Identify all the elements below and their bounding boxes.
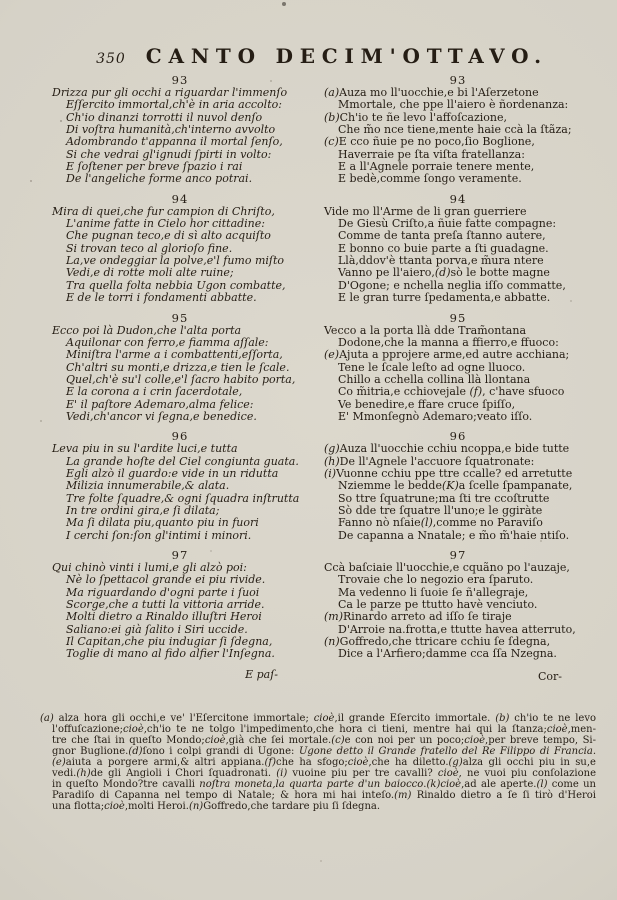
verse-line: De capanna a Nnatale; e m̃o m̃'haie ntiſo. [338, 528, 570, 542]
verse-line: Di voſtra humanità,ch'interno avvolto [66, 123, 276, 137]
verse-line: Egli alzò il guardo:e vide in un ridutta [66, 466, 279, 480]
verse-line: E' Mmonſegnò Ademaro;veato iſſo. [338, 409, 533, 423]
footnote-line: tre che ſtai in queſto Mondo;cioè,già che ſei mortale.(c)e con noi per un poco;cioè,per breve tempo, Si- [52, 734, 596, 746]
verse-line: Ch'io dinanzi torrotti il nuvol denſo [66, 110, 263, 124]
verse-line: Ecco poi là Dudon,che l'alta porta [52, 323, 242, 337]
stanza [52, 74, 308, 186]
page-title: CANTO DECIM'OTTAVO. [145, 44, 548, 68]
verse-line: E le gran turre ſpedamenta,e abbatte. [338, 291, 551, 305]
stanza-number: 95 [449, 310, 467, 325]
text-columns [52, 74, 592, 683]
verse-line: I cerchi ſon:ſon gl'intimi i minori. [66, 528, 252, 542]
verse-line: Milizia innumerabile,& alata. [66, 479, 230, 493]
stanza-number: 93 [449, 73, 467, 87]
stanza-number: 93 [171, 73, 189, 87]
right-column-neapolitan [324, 74, 592, 683]
verse-line: Ma ſi dilata piu,quanto piu in fuori [66, 516, 259, 530]
verse-line: Trovaie che lo negozio era ſparuto. [338, 573, 534, 587]
footnote-line: gnor Buglione.(d)ſono i colpi grandi di Ugone: Ugone detto il Grande fratello del Re Filippo di Francia. [52, 745, 597, 757]
stanza-number: 97 [449, 548, 467, 562]
verse-line: Tra quella folta nebbia Ugon combatte, [66, 278, 286, 292]
verse-line: (c)E cco ñuie pe no poco,ſio Boglione, [324, 135, 535, 149]
verse-line: (m)Rinardo arreto ad iſſo ſe tiraje [324, 610, 512, 624]
footnote-line: vedi.(h)de gli Angioli i Chori ſquadronati. (i) vuoine piu per tre cavalli? cioè, ne vuoi piu conſolazione [52, 767, 597, 779]
verse-line: (h)De ll'Agnele l'accuore ſquatronate: [324, 454, 535, 468]
catchword-right: Cor- [537, 669, 562, 683]
verse-line: E bedè,comme ſongo veramente. [338, 172, 522, 186]
verse-line: (i)Vuonne cchiu ppe ttre ccalle? ed arretutte [324, 466, 573, 480]
verse-line: Il Capitan,che piu indugiar ſi ſdegna, [66, 635, 273, 649]
verse-line: Mmortale, che ppe ll'aiero è ñordenanza: [338, 98, 569, 112]
stanza-number: 97 [171, 548, 189, 562]
footnote-line: (e)aiuta a porgere armi,& altri appiana.(f)che ha sfogo;cioè,che ha diletto.(g)alza gli occhi piu in su,e [52, 756, 596, 768]
verse-line: Dodone,che la manna a ffierro,e ffuoco: [338, 335, 559, 349]
stanza [324, 430, 592, 542]
verse-line: (b)Ch'io te ñe levo l'affoſcazione, [324, 110, 508, 124]
verse-line: Vecco a la porta llà dde Tram̃ontana [324, 323, 527, 337]
verse-line: Vanno pe ll'aiero,(d)sò le botte magne [338, 266, 550, 280]
verse-line: E a ll'Agnele porraie tenere mente, [338, 160, 535, 174]
verse-line: D'Arroie na.frotta,e ttutte havea atterruto, [338, 622, 576, 636]
stanza [52, 193, 308, 305]
verse-line: Haverraie pe ſta viſta fratellanza: [338, 147, 525, 161]
footnotes [40, 713, 596, 812]
verse-line: De l'angeliche forme anco potrai. [66, 172, 253, 186]
verse-line: Molti dietro a Rinaldo illuſtri Heroi [66, 610, 262, 624]
verse-line: Sò dde tre ſquatre ll'uno;e le ggiràte [338, 503, 543, 517]
footnote-line: Paradiſo di Capanna nel tempo di Natale; & hora mi hai inteſo.(m) Rinaldo dietro a ſe ſi tirò d'Heroi [52, 789, 596, 801]
verse-line: Ve benedire,e ffare cruce ſpiſſo, [338, 397, 516, 411]
verse-line: Miniſtra l'arme a i combattenti,eſſorta, [66, 348, 283, 362]
verse-line: La,ve ondeggiar la polve,e'l fumo miſto [66, 254, 285, 268]
verse-line: Vedi,e di rotte moli alte ruine; [66, 266, 234, 280]
verse-line: Quel,ch'è su'l colle,e'l ſacro habito porta, [66, 372, 296, 386]
verse-line: E de le torri i fondamenti abbatte. [66, 291, 257, 305]
verse-line: De Giesù Criſto,a ñuie fatte compagne: [338, 217, 557, 231]
stanza [324, 549, 592, 661]
verse-line: Che m̃o nce tiene,mente haie ccà la ſtãza; [338, 123, 572, 137]
left-stanzas [52, 74, 308, 661]
verse-line: Tene le ſcale leſto ad ogne lluoco. [338, 360, 526, 374]
verse-line: Vide mo ll'Arme de li gran guerriere [324, 204, 527, 218]
footnote-line: l'offuſcazione;cioè,ch'io te ne tolgo l'impedimento,che hora ci tieni, mentre hai qui la ſtanza;cioè,men- [52, 723, 596, 735]
verse-line: So ttre ſquatrune;ma ſti tre ccoſtrutte [338, 491, 550, 505]
verse-line: Ch'altri su monti,e drizza,e tien le ſcale. [66, 360, 290, 374]
verse-line: Drizza pur gli occhi a riguardar l'immenſo [52, 86, 288, 99]
verse-line: E bonno co buie parte a ſti guadagne. [338, 241, 549, 255]
stanza-number: 94 [171, 191, 189, 206]
verse-line: (e)Ajuta a pprojere arme,ed autre acchiana; [324, 348, 570, 362]
verse-line: (n)Goffredo,che ttricare cchiu ſe ſdegna, [324, 635, 551, 649]
verse-line: Ma riguardando d'ogni parte i ſuoi [66, 585, 260, 599]
catchword-left: E paſ- [245, 667, 278, 681]
verse-line: Ca le parze pe ttutto havè venciuto. [338, 598, 538, 612]
verse-line: La grande hoſte del Ciel congiunta guata. [66, 454, 299, 468]
verse-line: L'anime fatte in Cielo hor cittadine: [66, 217, 265, 231]
verse-line: Nziemme le bedde(K)a ſcelle ſpampanate, [338, 479, 573, 493]
footnote-line: una flotta;cioè,molti Heroi.(n)Goffredo,che tardare piu ſi ſdegna. [52, 800, 381, 812]
left-column-italian [52, 74, 308, 683]
verse-line: Toglie di mano al fido alfier l'Inſegna. [66, 647, 275, 661]
stanza [324, 193, 592, 305]
stanza [52, 430, 308, 542]
verse-line: E' il paſtore Ademaro,alma felice: [66, 397, 254, 411]
verse-line: Llà,ddov'è ttanta porva,e m̃ura ntere [338, 254, 544, 268]
verse-line: Leva piu in su l'ardite luci,e tutta [52, 442, 238, 456]
verse-line: Si trovan teco al glorioſo fine. [66, 241, 233, 255]
verse-line: Qui chinò vinti i lumi,e gli alzò poi: [52, 561, 247, 574]
verse-line: In tre ordini gira,e ſi dilata; [66, 503, 220, 517]
stanza-number: 94 [449, 191, 467, 206]
stanza-number: 96 [171, 429, 189, 444]
stanza [52, 312, 308, 424]
verse-line: Mira di quei,che fur campion di Chriſto, [52, 204, 275, 218]
verse-line: Vedi,ch'ancor vi ſegna,e benedice. [66, 409, 257, 423]
footnote-line: (a) alza hora gli occhi,e ve' l'Eſercitone immortale; cioè,il grande Eſercito immortale. (b) ch'io te ne levo [40, 712, 596, 724]
right-stanzas [324, 74, 592, 661]
verse-line: Comme de tanta preſa ſtanno autere, [338, 229, 546, 243]
stanza-number: 96 [449, 429, 467, 444]
verse-line: Chillo a cchella collina llà llontana [338, 372, 531, 386]
verse-line: E la corona a i crin ſacerdotale, [66, 385, 243, 399]
verse-line: Scorge,che a tutti la vittoria arride. [66, 598, 265, 612]
verse-line: D'Ogone; e nchella neglia iſſo commatte, [338, 278, 566, 292]
verse-line: Saliano:ei già ſalito i Siri uccide. [66, 622, 248, 636]
verse-line: Eſſercito immortal,ch'è in aria accolto: [66, 98, 282, 112]
stanza-number: 95 [171, 310, 189, 325]
page-number: 350 [96, 51, 126, 67]
footnote-line: in queſto Mondo?tre cavalli noſtra moneta,la quarta parte d'un baiocco.(k)cioè,ad ale aperte.(l) come un [52, 778, 596, 790]
verse-line: Aquilonar con ferro,e fiamma aſſale: [66, 335, 269, 349]
stanza [52, 549, 308, 661]
verse-line: Ccà baſciaie ll'uocchie,e cquãno po l'auzaje, [324, 561, 570, 574]
stanza [324, 312, 592, 424]
page-header [52, 44, 592, 68]
verse-line: Co m̃itria,e cchiovejale (f), c'have sfuoco [338, 385, 565, 399]
verse-line: (g)Auza ll'uocchie cchiu ncoppa,e bide tutte [324, 442, 570, 456]
verse-line: Ma vedenno li ſuoie ſe ñ'allegraje, [338, 585, 529, 599]
verse-line: E ſoſtener per breve ſpazio i rai [66, 160, 243, 174]
verse-line: Che pugnan teco,e di sì alto acquiſto [66, 229, 271, 243]
verse-line: Nè lo ſpettacol grande ei piu rivide. [66, 573, 266, 587]
verse-line: (a)Auza mo ll'uocchie,e bi l'Aſerzetone [324, 86, 539, 99]
verse-line: Tre folte ſquadre,& ogni ſquadra inſtrutta [66, 491, 300, 505]
verse-line: Si che vedrai gl'ignudi ſpirti in volto: [66, 147, 272, 161]
stanza [324, 74, 592, 186]
verse-line: Fanno nò nſaie(l),comme no Paraviſo [338, 516, 543, 530]
verse-line: Dice a l'Arfiero;damme cca ſſa Nzegna. [338, 647, 557, 661]
verse-line: Adombrando t'appanna il mortal ſenſo, [66, 135, 283, 149]
